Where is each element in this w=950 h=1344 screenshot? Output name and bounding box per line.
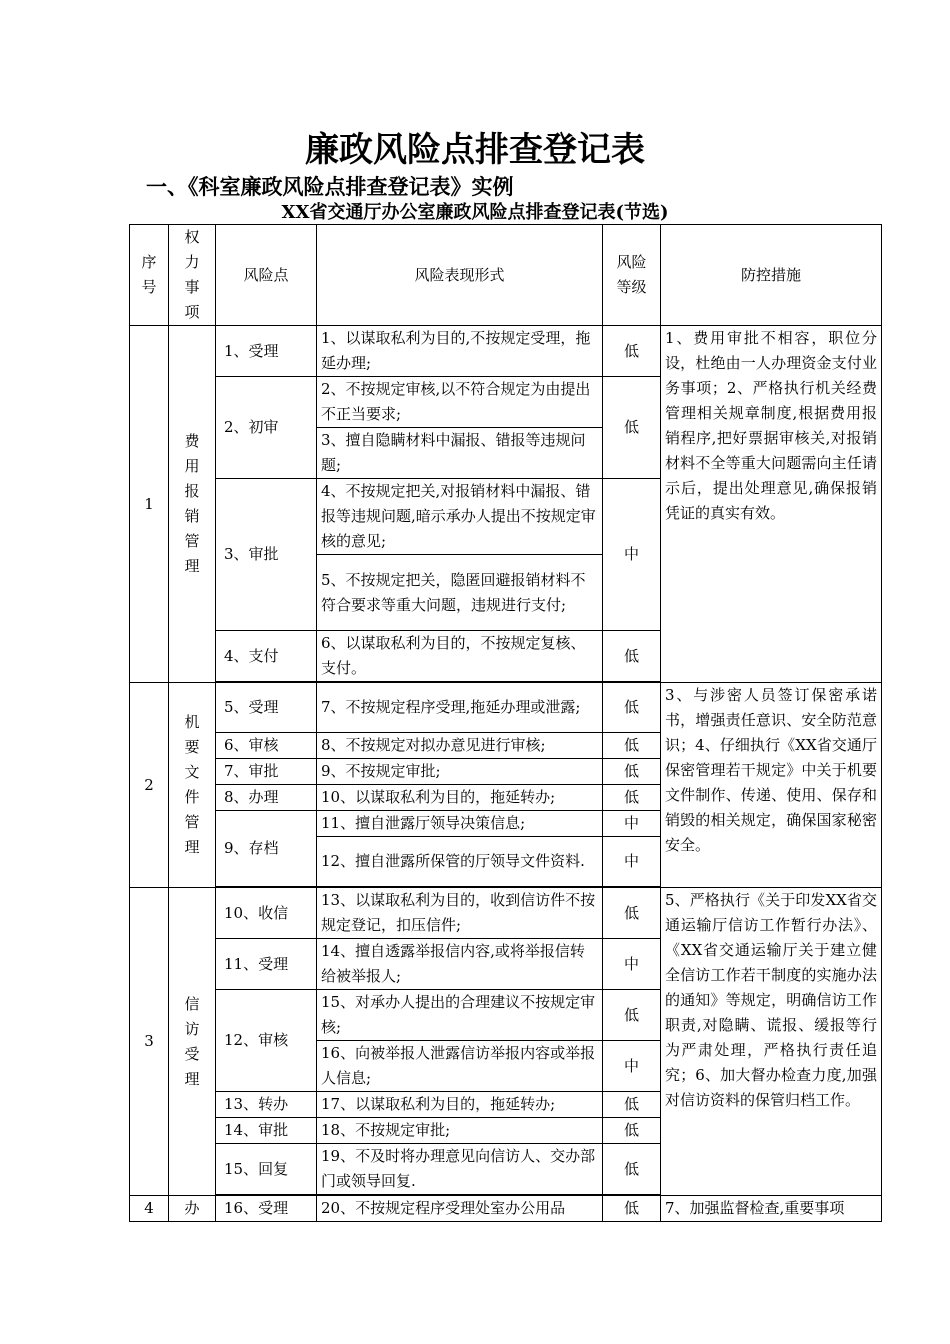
risk-point: 8、办理: [216, 785, 317, 811]
risk-form: 5、不按规定把关，隐匿回避报销材料不符合要求等重大问题，违规进行支付;: [317, 555, 603, 631]
risk-form: 11、擅自泄露厅领导决策信息;: [317, 811, 603, 837]
risk-point: 12、审核: [216, 990, 317, 1092]
risk-point: 16、受理: [216, 1196, 317, 1222]
page-title: 廉政风险点排查登记表: [305, 130, 645, 170]
stacked-char: 号: [141, 278, 157, 296]
risk-form: 16、向被举报人泄露信访举报内容或举报人信息;: [317, 1041, 603, 1092]
control-measures: 1、费用审批不相容，职位分设，杜绝由一人办理资金支付业务事项；2、严格执行机关经费管理相关规章制度,根据费用报销程序,把好票据审核关,对报销材料不全等重大问题需向主任请示后，提出处理意见,确保报销凭证的真实有效。: [661, 326, 882, 683]
table-row: [130, 1196, 882, 1222]
risk-level: 低: [603, 631, 661, 682]
risk-level: 低: [603, 733, 661, 759]
stacked-char: 理: [184, 1069, 200, 1088]
group-power-item: [169, 888, 216, 1196]
stacked-char: 费: [184, 432, 200, 450]
header-risk-point: 风险点: [216, 225, 317, 326]
risk-level: 低: [603, 990, 661, 1041]
header-power-item: [169, 225, 216, 326]
group-no: 3: [130, 888, 169, 1196]
stacked-char: 信: [184, 994, 200, 1013]
risk-level: 低: [603, 377, 661, 479]
risk-point: 14、审批: [216, 1118, 317, 1144]
risk-level: 中: [603, 811, 661, 837]
group-no: 4: [130, 1196, 169, 1222]
risk-point: 15、回复: [216, 1144, 317, 1195]
risk-form: 18、不按规定审批;: [317, 1118, 603, 1144]
stacked-char: 理: [184, 557, 200, 575]
group-power-item: [169, 683, 216, 888]
risk-form: 9、不按规定审批;: [317, 759, 603, 785]
stacked-char: 销: [184, 507, 200, 525]
stacked-char: 访: [184, 1019, 200, 1038]
risk-level: 低: [603, 785, 661, 811]
stacked-char: 权: [184, 228, 200, 246]
risk-register-table: [129, 224, 882, 1222]
risk-level: 中: [603, 479, 661, 631]
section-heading: 一、《科室廉政风险点排查登记表》实例: [146, 175, 514, 199]
risk-form: 17、以谋取私利为目的，拖延转办;: [317, 1092, 603, 1118]
control-measures: 3、与涉密人员签订保密承诺书，增强责任意识、安全防范意识；4、仔细执行《XX省交通厅保密管理若干规定》中关于机要文件制作、传递、使用、保存和销毁的相关规定，确保国家秘密安全。: [661, 683, 882, 888]
stacked-char: 事: [184, 278, 200, 296]
stacked-char: 件: [184, 788, 200, 806]
risk-form: 10、以谋取私利为目的，拖延转办;: [317, 785, 603, 811]
risk-point: 4、支付: [216, 631, 317, 682]
risk-level: 中: [603, 1041, 661, 1092]
risk-point: 13、转办: [216, 1092, 317, 1118]
risk-level: 低: [603, 1144, 661, 1195]
risk-form: 2、不按规定审核,以不符合规定为由提出不正当要求;: [317, 377, 603, 428]
risk-form: 14、擅自透露举报信内容,或将举报信转给被举报人;: [317, 939, 603, 990]
risk-level: 中: [603, 939, 661, 990]
table-caption: XX省交通厅办公室廉政风险点排查登记表(节选): [281, 202, 669, 223]
stacked-char: 用: [184, 457, 200, 475]
risk-level: 中: [603, 837, 661, 887]
header-control: 防控措施: [661, 225, 882, 326]
group-power-item: 办: [169, 1196, 216, 1222]
risk-form: 15、对承办人提出的合理建议不按规定审核;: [317, 990, 603, 1041]
table-row: [130, 888, 882, 939]
header-risk-form: 风险表现形式: [317, 225, 603, 326]
risk-point: 11、受理: [216, 939, 317, 990]
group-no: 2: [130, 683, 169, 888]
risk-point: 3、审批: [216, 479, 317, 631]
stacked-char: 报: [184, 482, 200, 500]
risk-point: 2、初审: [216, 377, 317, 479]
risk-form: 12、擅自泄露所保管的厅领导文件资料.: [317, 837, 603, 887]
stacked-char: 理: [184, 838, 200, 856]
risk-form: 1、以谋取私利为目的,不按规定受理，拖延办理;: [317, 326, 603, 377]
risk-form: 19、不及时将办理意见向信访人、交办部门或领导回复.: [317, 1144, 603, 1195]
group-no: 1: [130, 326, 169, 683]
control-measures: 5、严格执行《关于印发XX省交通运输厅信访工作暂行办法》、《XX省交通运输厅关于建立健全信访工作若干制度的实施办法的通知》等规定，明确信访工作职责,对隐瞒、谎报、缓报等行为严肃处理，严格执行责任追究；6、加大督办检查力度,加强对信访资料的保管归档工作。: [661, 888, 882, 1196]
risk-point: 7、审批: [216, 759, 317, 785]
header-no: [130, 225, 169, 326]
stacked-char: 机: [184, 713, 200, 731]
risk-point: 6、审核: [216, 733, 317, 759]
stacked-char: 要: [184, 738, 200, 756]
risk-level: 低: [603, 683, 661, 733]
table-row: [130, 326, 882, 377]
header-line: 风险: [616, 253, 647, 271]
risk-point: 1、受理: [216, 326, 317, 377]
risk-point: 9、存档: [216, 811, 317, 887]
table-row: [130, 683, 882, 733]
risk-level: 低: [603, 888, 661, 939]
risk-level: 低: [603, 1196, 661, 1222]
control-measures: 7、加强监督检查,重要事项: [661, 1196, 882, 1222]
group-power-item: [169, 326, 216, 683]
risk-point: 10、收信: [216, 888, 317, 939]
stacked-char: 序: [141, 253, 157, 271]
header-risk-level: [603, 225, 661, 326]
risk-form: 7、不按规定程序受理,拖延办理或泄露;: [317, 683, 603, 733]
risk-form: 13、以谋取私利为目的，收到信访件不按规定登记，扣压信件;: [317, 888, 603, 939]
risk-form: 8、不按规定对拟办意见进行审核;: [317, 733, 603, 759]
risk-level: 低: [603, 326, 661, 377]
risk-form: 4、不按规定把关,对报销材料中漏报、错报等违规问题,暗示承办人提出不按规定审核的意见;: [317, 479, 603, 555]
header-line: 等级: [616, 278, 647, 296]
stacked-char: 管: [184, 813, 200, 831]
risk-level: 低: [603, 1118, 661, 1144]
stacked-char: 管: [184, 532, 200, 550]
risk-form: 3、擅自隐瞒材料中漏报、错报等违规问题;: [317, 428, 603, 479]
stacked-char: 受: [184, 1044, 200, 1063]
stacked-char: 文: [184, 763, 200, 781]
risk-level: 低: [603, 759, 661, 785]
risk-point: 5、受理: [216, 683, 317, 733]
stacked-char: 力: [184, 253, 200, 271]
risk-form: 20、不按规定程序受理处室办公用品: [317, 1196, 603, 1222]
table-header-row: [130, 225, 882, 326]
risk-form: 6、以谋取私利为目的，不按规定复核、支付。: [317, 631, 603, 682]
stacked-char: 项: [184, 303, 200, 321]
risk-level: 低: [603, 1092, 661, 1118]
